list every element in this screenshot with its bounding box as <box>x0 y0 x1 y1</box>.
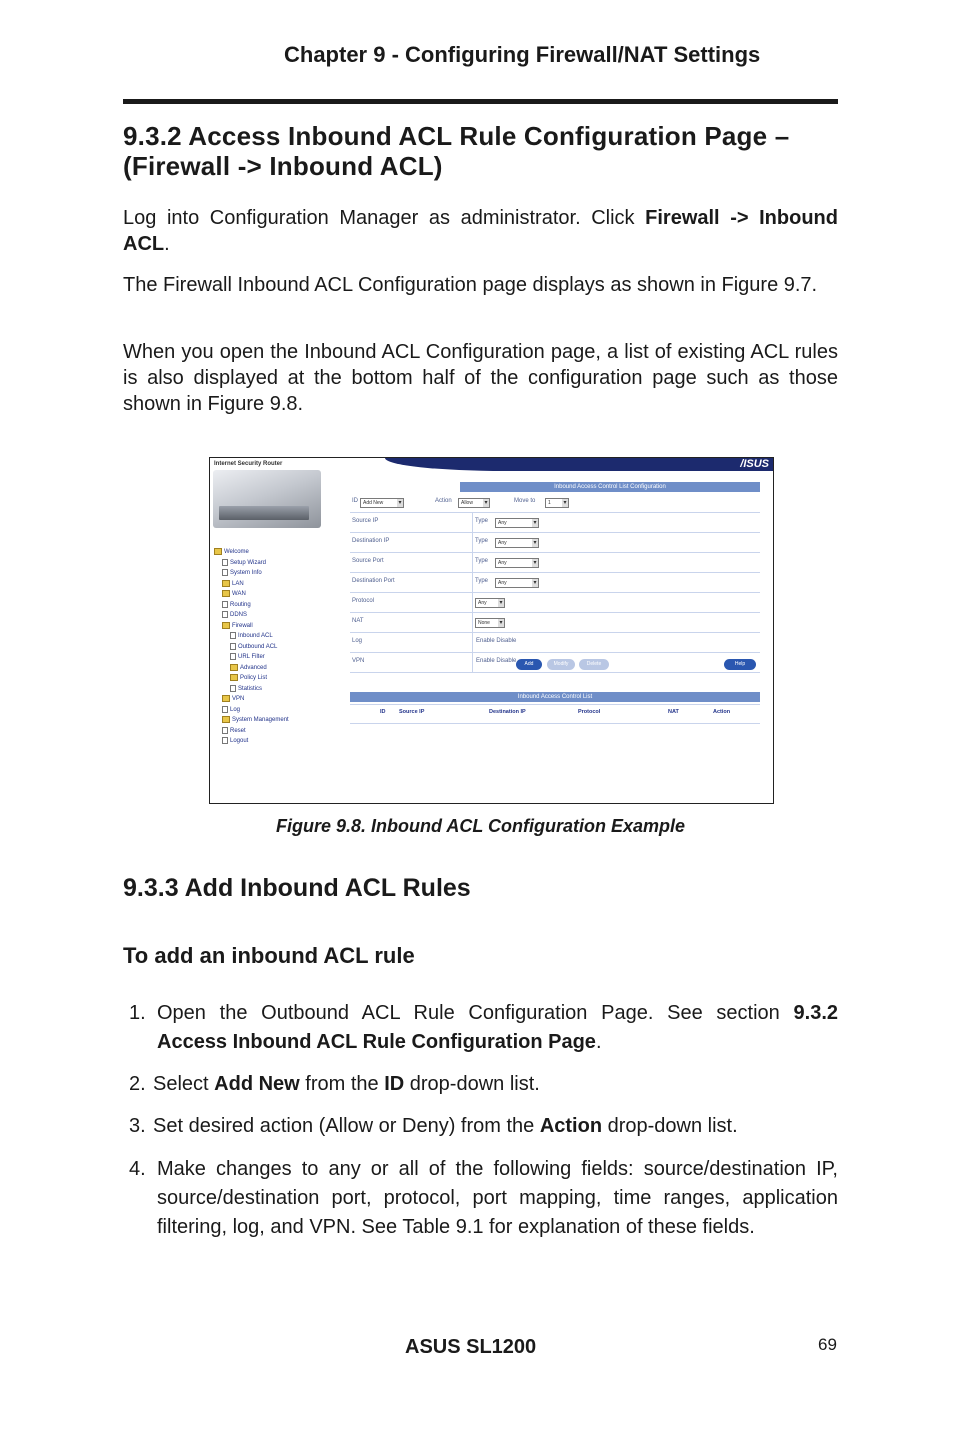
action-label: Action <box>435 498 452 504</box>
config-row <box>350 613 760 633</box>
nav-tree-item[interactable] <box>222 716 289 723</box>
subheading-add-rule: To add an inbound ACL rule <box>123 943 415 968</box>
document-icon <box>222 611 228 618</box>
config-row-label: Log <box>352 638 363 644</box>
enable-disable-radio[interactable]: Enable Disable <box>476 658 517 664</box>
router-image <box>213 470 321 528</box>
config-row-label: Source IP <box>352 518 379 524</box>
figure-screenshot <box>209 457 774 804</box>
nav-tree-item[interactable] <box>222 559 266 566</box>
nav-tree-label: Welcome <box>224 549 249 556</box>
list-item: 3. Set desired action (Allow or Deny) from the Action drop-down list. <box>129 1115 738 1137</box>
section-heading-933: 9.3.3 Add Inbound ACL Rules <box>123 874 471 902</box>
nav-tree-label: Firewall <box>232 622 253 629</box>
paragraph-list: When you open the Inbound ACL Configuration page, a list of existing ACL rules is also displayed at the bottom half of the configuration page such as those shown in Figure 9.8. <box>123 341 838 415</box>
document-icon <box>230 632 236 639</box>
folder-icon <box>214 548 222 555</box>
page-number: 69 <box>818 1335 837 1354</box>
folder-icon <box>222 580 230 587</box>
config-row-label: Destination IP <box>352 538 390 544</box>
nav-tree-item[interactable] <box>222 590 246 597</box>
list-title: Inbound Access Control List <box>350 692 760 702</box>
header-rule <box>123 99 838 104</box>
document-icon <box>222 737 228 744</box>
list-item: 1. Open the Outbound ACL Rule Configuration Page. See section 9.3.2 Access Inbound ACL Rule Configuration Page. <box>129 1002 838 1053</box>
paragraph-display: The Firewall Inbound ACL Configuration page displays as shown in Figure 9.7. <box>123 274 818 296</box>
config-select[interactable]: Any ▾ <box>495 578 539 588</box>
config-title: Inbound Access Control List Configuration <box>460 482 760 492</box>
config-row <box>350 533 760 553</box>
nav-tree-item[interactable] <box>230 664 267 671</box>
col-action: Action <box>713 709 731 715</box>
config-row-label: NAT <box>352 618 364 624</box>
brand-bar <box>385 458 773 471</box>
nav-tree-item[interactable] <box>214 548 249 555</box>
folder-icon <box>222 590 230 597</box>
nav-tree-label: System Info <box>230 570 262 577</box>
nav-tree-label: VPN <box>232 696 245 703</box>
nav-tree-item[interactable] <box>222 737 248 744</box>
nav-tree-item[interactable] <box>222 601 251 608</box>
list-item: 2. Select Add New from the ID drop-down list. <box>129 1073 540 1095</box>
document-icon <box>222 727 228 734</box>
add-button[interactable]: Add <box>516 659 542 670</box>
nav-tree-label: DDNS <box>230 612 248 619</box>
config-select[interactable]: Any ▾ <box>495 558 539 568</box>
nav-tree-label: Policy List <box>240 675 268 682</box>
nav-tree-item[interactable] <box>222 706 240 713</box>
enable-disable-radio[interactable]: Enable Disable <box>476 638 517 644</box>
document-icon <box>222 706 228 713</box>
nav-tree-item[interactable] <box>222 695 244 702</box>
nav-tree-label: URL Filter <box>238 654 265 661</box>
nav-tree-label: Log <box>230 706 241 713</box>
id-select[interactable]: Add New ▾ <box>360 498 404 508</box>
delete-button[interactable]: Delete <box>579 659 609 670</box>
config-select[interactable]: Any ▾ <box>495 538 539 548</box>
nav-tree-label: LAN <box>232 580 244 587</box>
id-label: ID <box>352 498 358 504</box>
config-row <box>350 553 760 573</box>
config-select[interactable]: Any ▾ <box>495 518 539 528</box>
folder-icon <box>230 674 238 681</box>
document-icon <box>222 601 228 608</box>
nav-tree-item[interactable] <box>222 727 246 734</box>
nav-tree-label: Outbound ACL <box>238 643 278 650</box>
config-row <box>350 573 760 593</box>
footer-product: ASUS SL1200 <box>405 1336 537 1358</box>
document-icon <box>222 569 228 576</box>
folder-icon <box>230 664 238 671</box>
nav-tree-item[interactable] <box>230 632 273 639</box>
folder-icon <box>222 622 230 629</box>
config-row-label: Source Port <box>352 558 384 564</box>
config-row <box>350 513 760 533</box>
document-icon <box>230 643 236 650</box>
nav-tree-item[interactable] <box>222 611 247 618</box>
col-protocol: Protocol <box>578 709 601 715</box>
nav-tree-item[interactable] <box>222 569 262 576</box>
nav-tree-item[interactable] <box>230 674 267 681</box>
col-destination-ip: Destination IP <box>489 709 526 715</box>
nav-tree-label: System Management <box>232 717 289 724</box>
document-icon <box>230 685 236 692</box>
config-select[interactable]: None ▾ <box>475 618 505 628</box>
move-label: Move to <box>514 498 536 504</box>
list-item: 4. Make changes to any or all of the following fields: source/destination IP, source/destination port, protocol, port mapping, time ranges, application filtering, log, and VPN. See Table 9.1 for explanation of these fields. <box>129 1158 838 1238</box>
figure-caption: Figure 9.8. Inbound ACL Configuration Example <box>275 816 686 836</box>
id-row <box>350 493 760 513</box>
nav-tree-label: Logout <box>230 738 249 745</box>
folder-icon <box>222 695 230 702</box>
nav-tree-label: Inbound ACL <box>238 633 273 640</box>
type-label: Type <box>475 558 489 564</box>
folder-icon <box>222 716 230 723</box>
action-select[interactable]: Allow ▾ <box>458 498 490 508</box>
asus-logo: /ISUS <box>740 458 769 470</box>
nav-tree-item[interactable] <box>230 685 262 692</box>
config-select[interactable]: Any ▾ <box>475 598 505 608</box>
type-label: Type <box>475 578 489 584</box>
chapter-header: Chapter 9 - Configuring Firewall/NAT Settings <box>284 42 761 67</box>
document-icon <box>222 559 228 566</box>
document-icon <box>230 653 236 660</box>
nav-tree-label: Statistics <box>238 685 263 692</box>
modify-button[interactable]: Modify <box>547 659 575 670</box>
config-row <box>350 633 760 653</box>
nav-tree-label: Routing <box>230 601 251 608</box>
col-id: ID <box>380 709 386 715</box>
col-nat: NAT <box>668 709 679 715</box>
config-row-label: Protocol <box>352 598 375 604</box>
config-row <box>350 593 760 613</box>
type-label: Type <box>475 538 489 544</box>
nav-tree-item[interactable] <box>230 653 265 660</box>
help-button[interactable]: Help <box>724 659 756 670</box>
product-name: Internet Security Router <box>214 461 283 467</box>
nav-tree-item[interactable] <box>230 643 277 650</box>
sidebar <box>210 458 337 803</box>
paragraph-login: Log into Configuration Manager as administrator. Click Firewall -> Inbound ACL. <box>123 207 838 255</box>
nav-tree-label: WAN <box>232 591 246 598</box>
config-row-label: VPN <box>352 658 365 664</box>
section-heading-932: 9.3.2 Access Inbound ACL Rule Configuration Page – (Firewall -> Inbound ACL) <box>123 121 790 181</box>
nav-tree-item[interactable] <box>222 580 244 587</box>
type-label: Type <box>475 518 489 524</box>
nav-tree-label: Reset <box>230 727 246 734</box>
nav-tree-label: Setup Wizard <box>230 559 267 566</box>
nav-tree-label: Advanced <box>240 664 267 671</box>
nav-tree-item[interactable] <box>222 622 253 629</box>
config-row-label: Destination Port <box>352 578 395 584</box>
col-source-ip: Source IP <box>399 709 425 715</box>
move-select[interactable]: 1 ▾ <box>545 498 569 508</box>
